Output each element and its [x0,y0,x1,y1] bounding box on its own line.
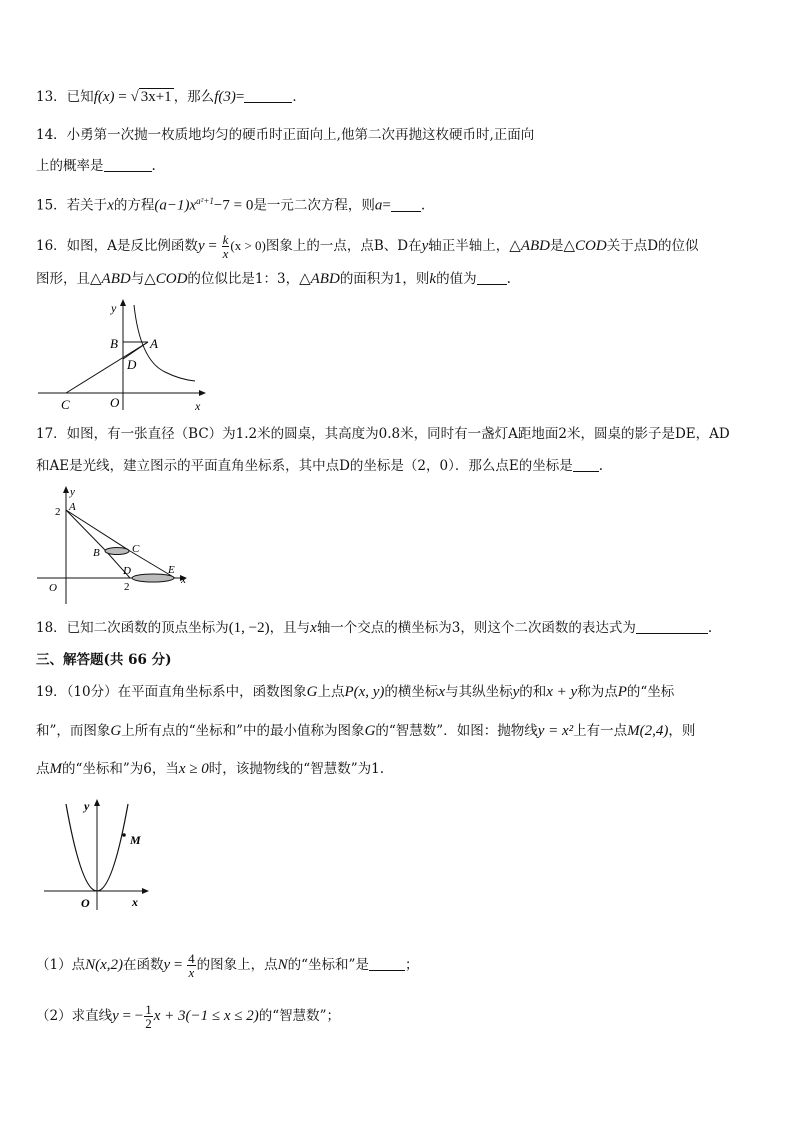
question-15 [36,192,425,215]
p2-frac-num: 1 [145,1002,152,1017]
question-13 [36,88,306,106]
part-2 [36,1003,340,1030]
label-D: D [127,357,137,372]
p1-fraction [187,952,196,979]
p1-y: y [163,957,171,973]
q16-mid4: 关于点D的位似 [606,238,699,254]
q13-f3: f(3) [214,89,236,105]
label-E: E [168,564,175,576]
answer-blank[interactable] [391,197,421,212]
y-arrow [94,799,100,806]
q15-post: 是一元二次方程，则 [253,197,375,214]
y-arrow [120,299,126,306]
q15-expr-b: −7 = 0 [213,197,254,214]
question-19-line2 [36,722,695,740]
answer-blank[interactable] [369,956,405,971]
q16-fraction [222,233,230,260]
label-O: O [49,582,57,594]
hyperbola-curve [134,305,195,381]
question-17-line2 [36,457,603,475]
answer-blank[interactable] [477,270,507,285]
q16-abd: △ABD [509,238,550,254]
question-16 [36,233,699,260]
question-16-line2 [36,270,511,288]
q13-fx: f(x) [93,89,115,105]
p1-end: ； [404,957,419,973]
q19-l2a: 和”，而图象 [36,723,111,739]
q16-frac-num: k [222,232,229,247]
answer-blank[interactable] [244,88,292,103]
point-M [122,833,126,837]
q19-l3a: 点 [36,761,50,777]
label-A: A [69,501,76,513]
q15-pre: 15．若关于 [36,197,108,214]
q15-eq: = [382,197,391,214]
q15-expr-a: (a−1)x [154,197,197,214]
label-B: B [93,547,100,559]
q19-M2: M [49,761,62,777]
q19-G-3: G [364,723,376,739]
q19-G-2: G [110,723,122,739]
q16-l2b: 与 [130,271,145,287]
p2-post: 的“智慧数”； [258,1008,341,1024]
question-19 [36,683,674,701]
q19-l1e: 的和 [519,684,547,700]
p2-eq: = − [118,1008,144,1024]
p1-post: 的图象上，点 [196,957,278,973]
q16-end: . [506,271,511,287]
q18-post: 轴一个交点的横坐标为3，则这个二次函数的表达式为 [316,620,636,636]
q18-x: x [310,620,317,636]
q17-line1: 17．如图，有一张直径（BC）为1.2米的圆桌，其高度为0.8米，同时有一盏灯A距地面2米，圆桌的影子是DE，AD [36,426,730,442]
label-y: y [111,301,117,315]
q15-end: . [420,197,426,214]
answer-blank[interactable] [104,157,152,172]
q17-end: . [598,458,604,474]
q13-mid: ，那么 [173,89,215,105]
q13-end: ． [292,89,306,105]
q18-mid: ，且与 [269,620,311,636]
q14-end: . [151,158,156,174]
label-B: B [110,336,118,351]
p1-mid: 在函数 [123,957,164,973]
q19-l2e: ，则 [668,723,696,739]
label-x: x [181,574,186,586]
q16-l2d: 的面积为1，则 [339,271,430,287]
q19-l3b: 的“坐标和”为6，当 [62,761,179,777]
q16-y: y [197,238,205,254]
q19-cond: x ≥ 0 [178,761,209,777]
q19-l3c: 时，该抛物线的“智慧数”为1. [208,761,384,777]
x-arrow [199,390,206,396]
ray-AC [66,510,130,551]
q18-end: . [707,620,713,636]
p1-pre: （1）点 [36,957,86,973]
q16-cod: △COD [563,238,607,254]
figure-16 [30,292,220,417]
q19-l2d: 上有一点 [573,723,628,739]
p1-N: N(x,2) [85,957,123,973]
label-2-y: 2 [55,506,61,518]
p1-post2: 的“坐标和”是 [287,957,369,973]
q19-l2c: 的“智慧数”．如图：抛物线 [375,723,538,739]
q19-x: x [438,684,446,700]
ray-AB [66,510,105,550]
q19-l1b: 上点 [317,684,345,700]
q16-eq: = [204,238,221,254]
label-O: O [110,395,120,410]
label-D: D [123,565,131,577]
q19-l1f: 称为点 [577,684,618,700]
q19-P2: P [617,684,627,700]
label-C: C [132,543,140,555]
q16-mid2: 轴正半轴上， [428,238,510,254]
q13-eq: = [114,89,131,105]
label-2-x: 2 [124,581,130,593]
q15-mid: 的方程 [113,197,155,214]
label-y: y [84,799,90,813]
p2-pre: （2）求直线 [36,1008,113,1024]
q16-mid3: 是 [549,238,564,254]
sqrt-sign: √ [130,89,139,105]
p1-frac-num: 4 [188,951,195,966]
q17-line2: 和AE是光线，建立图示的平面直角坐标系，其中点D的坐标是（2，0）．那么点E的坐标是 [36,458,573,474]
p2-expr: x + 3(−1 ≤ x ≤ 2) [153,1008,259,1024]
q19-y: y [512,684,520,700]
question-14-line2 [36,157,156,175]
label-x: x [195,399,201,413]
q15-a: a [374,197,383,214]
q16-l2e: 的值为 [436,271,477,287]
p1-eq: = [170,957,187,973]
q16-frac-den: x [222,246,229,261]
y-arrow [63,486,69,493]
q16-k: k [429,271,437,287]
q13-eq2: = [235,89,245,105]
q16-l2c: 的位似比是1：3， [187,271,300,287]
label-M: M [130,833,141,847]
q16-cod-2: △COD [144,271,188,287]
label-x: x [132,895,138,909]
q13-text: 13．已知 [36,89,94,105]
p2-y: y [112,1008,119,1024]
q16-cond: (x > 0) [230,238,266,253]
table-top [105,548,129,555]
figure-17 [35,482,200,607]
label-O: O [81,896,90,910]
p1-frac-den: x [188,965,195,980]
x-arrow [142,888,149,894]
p1-N2: N [277,957,288,973]
p2-frac-den: 2 [145,1016,152,1031]
question-17 [36,425,730,443]
p2-fraction [144,1003,153,1030]
part-1 [36,952,418,979]
label-y: y [70,486,75,498]
q14-line1: 14．小勇第一次抛一枚质地均匀的硬币时正面向上,他第二次再抛这枚硬币时,正面向 [36,127,535,143]
q16-yaxis: y [421,238,429,254]
q19-l1g: 的“坐标 [626,684,675,700]
q19-G: G [306,684,318,700]
q18-vertex: (1, −2) [228,620,270,636]
q16-abd-2: △ABD [90,271,131,287]
label-A: A [150,336,158,351]
q19-l2b: 上所有点的“坐标和”中的最小值称为图象 [121,723,365,739]
label-C: C [61,397,70,412]
q19-M: M(2,4) [627,723,669,739]
q13-radicand: 3x+1 [140,89,172,105]
q16-abd-3: △ABD [299,271,340,287]
q19-l1a: 19．（10分）在平面直角坐标系中，函数图象 [36,684,307,700]
answer-blank[interactable] [636,619,708,634]
q16-pre: 16．如图，A是反比例函数 [36,238,198,254]
figure-19 [40,792,160,917]
q14-line2: 上的概率是 [36,158,104,174]
q19-xy: x + y [546,684,578,700]
section-title: 三、解答题(共 66 分) [36,652,172,668]
q15-exponent: a²+1 [196,196,214,206]
q19-P: P(x, y) [344,684,385,700]
q16-l2a: 图形，且 [36,271,90,287]
q19-l1d: 与其纵坐标 [445,684,513,700]
question-14 [36,126,534,144]
question-19-line3 [36,760,384,778]
question-18 [36,619,712,637]
answer-blank[interactable] [573,457,599,472]
q18-pre: 18．已知二次函数的顶点坐标为 [36,620,229,636]
q15-x: x [107,197,114,214]
q19-parabola: y = x² [537,723,574,739]
q19-l1c: 的横坐标 [384,684,439,700]
q16-mid: 图象上的一点，点B、D在 [265,238,422,254]
